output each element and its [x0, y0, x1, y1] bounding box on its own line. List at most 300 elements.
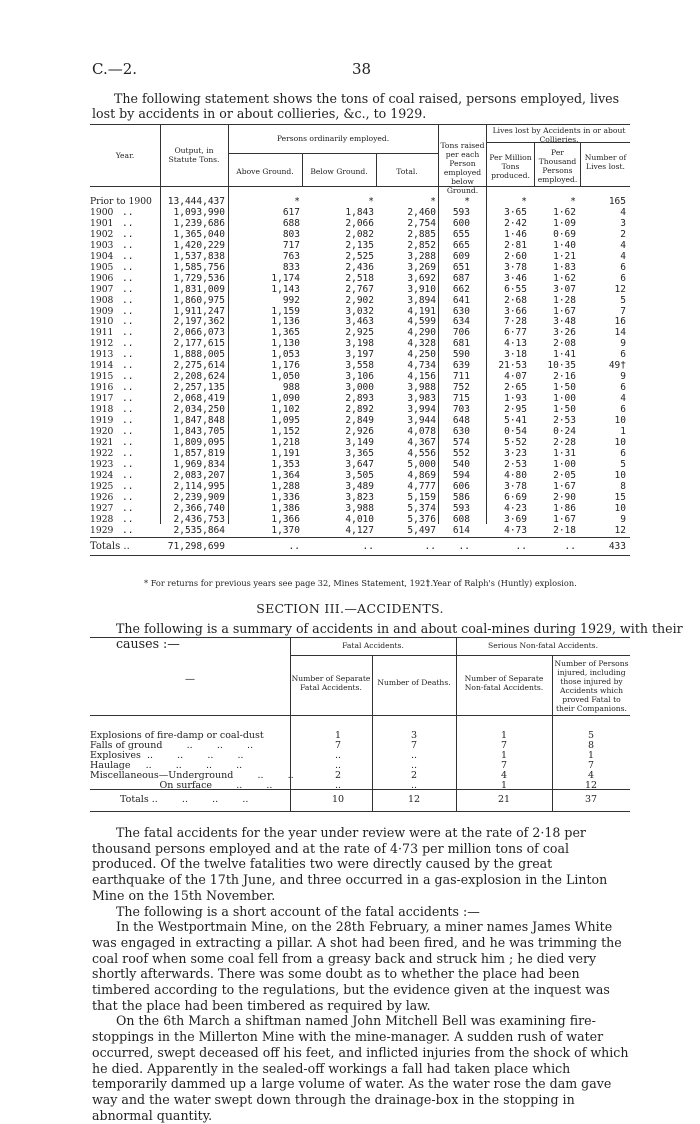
- cell-total: 4,290: [407, 327, 436, 339]
- cell-tons: 687: [452, 272, 470, 284]
- cell-year: 1927: [90, 502, 114, 514]
- cell-per-thousand: 3·26: [553, 327, 576, 339]
- cell-per-million: 4·23: [504, 502, 527, 514]
- cell-above: 992: [282, 294, 300, 306]
- cell-lost: 4: [620, 206, 626, 218]
- cell-per-million: 2·81: [504, 239, 527, 251]
- cell-lost: 8: [620, 480, 626, 492]
- cell-output: 2,436,753: [173, 513, 225, 525]
- cell-per-million: 6·69: [504, 491, 527, 503]
- cell-per-thousand: 2·05: [553, 469, 576, 481]
- cell-above: 803: [282, 228, 300, 240]
- cell-dots: ..: [122, 206, 134, 218]
- cell-per-thousand: 1·28: [553, 294, 576, 306]
- cell-total: 2,852: [407, 239, 436, 251]
- table-row: [90, 426, 630, 437]
- page-number: 38: [352, 60, 372, 78]
- cell-per-thousand: 2·28: [553, 436, 576, 448]
- cell-total: 4,777: [407, 480, 436, 492]
- cell-year: 1920: [90, 425, 114, 437]
- cell-above: 1,159: [271, 305, 300, 317]
- cell-above: 1,288: [271, 480, 300, 492]
- cell-per-thousand: 1·50: [553, 382, 576, 394]
- cell-total: 5,497: [407, 524, 436, 536]
- header-persons-injured: Number of Persons injured, including those injured by Accidents which proved Fatal to their Companions.: [554, 659, 629, 713]
- cell-value: ..: [334, 750, 342, 761]
- cell-per-million: 2·65: [504, 382, 527, 394]
- header-tons-raised: Tons raised per each Person employed below Ground.: [440, 141, 485, 195]
- cell-above: 988: [282, 382, 300, 394]
- cell-tons: 655: [452, 228, 470, 240]
- cell-above: 717: [282, 239, 300, 251]
- totals-tons: ..: [458, 541, 470, 552]
- cell-year: 1907: [90, 283, 114, 295]
- cell-above: 1,174: [271, 272, 300, 284]
- cell-output: 1,857,819: [173, 447, 225, 459]
- cell-per-thousand: 3·48: [553, 316, 576, 328]
- cell-below: 4,010: [345, 513, 374, 525]
- paragraph-intro-accounts: The following is a short account of the fatal accidents :—: [116, 903, 480, 919]
- cell-total: 4,599: [407, 316, 436, 328]
- cell-dots: ..: [122, 316, 134, 328]
- cell-per-million: 3·78: [504, 261, 527, 273]
- cell-lost: 9: [620, 513, 626, 525]
- cell-below: 3,505: [345, 469, 374, 481]
- cell-per-million: 3·46: [504, 272, 527, 284]
- cell-dots: ..: [122, 327, 134, 339]
- table-row: [90, 393, 630, 404]
- cell-below: 2,518: [345, 272, 374, 284]
- cell-per-thousand: 2·08: [553, 338, 576, 350]
- cell-below: 2,525: [345, 250, 374, 262]
- cell-lost: 16: [614, 316, 626, 328]
- cell-tons: 711: [452, 371, 470, 383]
- cell-year: 1918: [90, 404, 114, 416]
- cell-dots: ..: [122, 283, 134, 295]
- cell-below: 3,032: [345, 305, 374, 317]
- cell-per-thousand: 1·83: [553, 261, 576, 273]
- table-row: [90, 360, 630, 371]
- header-deaths: Number of Deaths.: [377, 678, 451, 687]
- cell-year: 1915: [90, 371, 114, 383]
- cell-output: 1,860,975: [173, 294, 225, 306]
- cell-tons: 715: [452, 393, 470, 405]
- cell-output: 13,444,437: [167, 196, 225, 207]
- cell-tons: 665: [452, 239, 470, 251]
- cell-below: 3,365: [345, 447, 374, 459]
- cell-per-million: 3·66: [504, 305, 527, 317]
- table-row: [90, 251, 630, 262]
- cell-per-thousand: 2·90: [553, 491, 576, 503]
- cell-value: 4: [587, 770, 595, 781]
- table-row: [90, 327, 630, 338]
- cell-per-thousand: 1·31: [553, 447, 576, 459]
- cell-dots: ..: [122, 425, 134, 437]
- totals-persons-injured: 37: [584, 794, 598, 805]
- cell-per-thousand: 1·62: [553, 206, 576, 218]
- cause-label: Haulage .. .. .. ..: [90, 760, 243, 771]
- cell-per-million: 5·41: [504, 415, 527, 426]
- totals-label: Totals ..: [90, 541, 130, 552]
- cell-value: 1: [334, 730, 342, 741]
- cell-above: 1,218: [271, 436, 300, 448]
- table-row: [90, 503, 630, 514]
- cell-above: 1,336: [271, 491, 300, 503]
- cell-per-thousand: 2·18: [553, 524, 576, 536]
- table-row: [90, 207, 630, 218]
- cell-output: 1,093,990: [173, 206, 225, 218]
- cell-above: 1,365: [271, 327, 300, 339]
- cell-dots: ..: [122, 294, 134, 306]
- cell-output: 2,366,740: [173, 502, 225, 514]
- cell-dots: ..: [122, 469, 134, 481]
- cell-per-thousand: 10·35: [547, 360, 576, 372]
- cause-label: Explosives .. .. .. ..: [90, 750, 244, 761]
- cell-lost: 6: [620, 272, 626, 284]
- cell-per-million: 3·78: [504, 480, 527, 492]
- cell-dots: ..: [122, 360, 134, 372]
- cell-total: 4,078: [407, 425, 436, 437]
- cell-year: 1926: [90, 491, 114, 503]
- cell-below: 2,135: [345, 239, 374, 251]
- cell-below: 2,893: [345, 393, 374, 405]
- cell-value: ..: [410, 780, 418, 791]
- header-nonfatal-group: Serious Non-fatal Accidents.: [488, 641, 598, 650]
- cell-below: 2,436: [345, 261, 374, 273]
- cell-lost: 49†: [608, 360, 626, 372]
- cell-lost: 6: [620, 382, 626, 394]
- cell-value: ..: [334, 760, 342, 771]
- cell-output: 2,257,135: [173, 382, 225, 394]
- cell-total: 4,328: [407, 338, 436, 350]
- cell-dots: ..: [122, 217, 134, 229]
- cell-lost: 12: [614, 283, 626, 295]
- cell-value: 2: [410, 770, 418, 781]
- cell-output: 2,114,995: [173, 480, 225, 492]
- cell-year: 1911: [90, 327, 114, 339]
- table-row: [90, 306, 630, 317]
- cell-above: 1,364: [271, 469, 300, 481]
- cell-dots: ..: [122, 447, 134, 459]
- cell-dots: ..: [122, 305, 134, 317]
- cell-per-thousand: 0·24: [553, 425, 576, 437]
- cell-per-thousand: 1·50: [553, 404, 576, 416]
- cell-dots: ..: [122, 228, 134, 240]
- totals-top-rule: [90, 537, 630, 538]
- cell-dots: ..: [122, 261, 134, 273]
- cell-below: 3,149: [345, 436, 374, 448]
- cell-above: 1,090: [271, 393, 300, 405]
- table-row: [90, 459, 630, 470]
- cell-below: 2,902: [345, 294, 374, 306]
- cell-year: Prior to 1900: [90, 196, 152, 207]
- cell-output: 1,831,009: [173, 283, 225, 295]
- cell-total: 5,000: [407, 458, 436, 470]
- cell-tons: 540: [452, 458, 470, 470]
- cell-total: *: [430, 196, 436, 207]
- cell-value: 7: [500, 740, 508, 751]
- table-row: [90, 338, 630, 349]
- cell-dots: ..: [122, 272, 134, 284]
- table-row: [90, 295, 630, 306]
- cell-output: 1,969,834: [173, 458, 225, 470]
- totals-per-million: ..: [515, 541, 527, 552]
- cell-total: 4,191: [407, 305, 436, 317]
- cell-lost: 10: [614, 502, 626, 514]
- cell-lost: 165: [608, 196, 626, 207]
- table-row: [90, 481, 630, 492]
- cell-lost: 10: [614, 436, 626, 448]
- cause-label: On surface .. ..: [90, 780, 273, 791]
- header-output: Output, in Statute Tons.: [168, 146, 220, 164]
- cell-lost: 4: [620, 239, 626, 251]
- cell-per-thousand: 1·62: [553, 272, 576, 284]
- cell-output: 2,034,250: [173, 404, 225, 416]
- cell-output: 1,729,536: [173, 272, 225, 284]
- header-separate-fatal: Number of Separate Fatal Accidents.: [291, 674, 371, 692]
- cell-tons: 648: [452, 415, 470, 426]
- cell-total: 4,156: [407, 371, 436, 383]
- cell-total: 4,367: [407, 436, 436, 448]
- cell-total: 4,556: [407, 447, 436, 459]
- cell-value: 7: [500, 760, 508, 771]
- cell-above: 1,366: [271, 513, 300, 525]
- cell-output: 1,537,838: [173, 250, 225, 262]
- cell-value: 1: [500, 750, 508, 761]
- cell-tons: 639: [452, 360, 470, 372]
- cell-tons: 593: [452, 502, 470, 514]
- table-row: [90, 371, 630, 382]
- cell-below: 2,926: [345, 425, 374, 437]
- cell-above: 1,176: [271, 360, 300, 372]
- cell-per-thousand: 1·86: [553, 502, 576, 514]
- cell-value: 5: [587, 730, 595, 741]
- narrative-text: [92, 825, 629, 1123]
- cell-above: 1,053: [271, 349, 300, 361]
- cell-total: 3,988: [407, 382, 436, 394]
- table-bottom-rule: [90, 811, 630, 812]
- totals-above: ..: [288, 541, 300, 552]
- header-dash: —: [185, 674, 195, 685]
- cell-total: 4,250: [407, 349, 436, 361]
- cell-per-thousand: 2·53: [553, 415, 576, 426]
- cell-total: 4,869: [407, 469, 436, 481]
- cell-tons: 681: [452, 338, 470, 350]
- cell-value: 1: [500, 730, 508, 741]
- cell-tons: 614: [452, 524, 470, 536]
- cell-above: 688: [282, 217, 300, 229]
- cell-per-million: 2·42: [504, 217, 527, 229]
- cell-above: 1,050: [271, 371, 300, 383]
- summary-line: The following is a summary of accidents in and about coal-mines during 1929, with their causes :—: [116, 621, 683, 651]
- cell-tons: 641: [452, 294, 470, 306]
- cell-per-million: 2·95: [504, 404, 527, 416]
- totals-total: ..: [424, 541, 436, 552]
- accident-totals-row: [90, 795, 630, 805]
- cell-lost: 6: [620, 447, 626, 459]
- cell-below: 2,767: [345, 283, 374, 295]
- cell-lost: 4: [620, 393, 626, 405]
- footnote-previous-years: * For returns for previous years see page 32, Mines Statement, 1921.: [144, 578, 434, 588]
- cell-dots: ..: [122, 513, 134, 525]
- cell-per-million: 6·55: [504, 283, 527, 295]
- totals-per-thousand: ..: [564, 541, 576, 552]
- cell-below: 3,463: [345, 316, 374, 328]
- cell-output: 1,420,229: [173, 239, 225, 251]
- header-total: Total.: [396, 167, 418, 176]
- cell-tons: 662: [452, 283, 470, 295]
- cell-lost: 15: [614, 491, 626, 503]
- cell-year: 1909: [90, 305, 114, 317]
- cell-per-million: 2·68: [504, 294, 527, 306]
- cell-above: 1,152: [271, 425, 300, 437]
- table-row: [90, 448, 630, 459]
- cell-per-million: 7·28: [504, 316, 527, 328]
- cell-per-million: *: [521, 196, 527, 207]
- table-top-rule: [90, 637, 630, 638]
- cause-label: Falls of ground .. .. ..: [90, 740, 254, 751]
- cell-tons: 600: [452, 217, 470, 229]
- cell-output: 1,847,848: [173, 415, 225, 426]
- cell-per-thousand: 1·67: [553, 480, 576, 492]
- cell-dots: ..: [122, 239, 134, 251]
- cell-per-million: 3·65: [504, 206, 527, 218]
- cell-dots: ..: [122, 436, 134, 448]
- cell-below: 3,197: [345, 349, 374, 361]
- cell-output: 2,197,362: [173, 316, 225, 328]
- cell-output: 1,911,247: [173, 305, 225, 317]
- cell-output: 2,239,909: [173, 491, 225, 503]
- cell-dots: ..: [122, 491, 134, 503]
- cell-year: 1913: [90, 349, 114, 361]
- cell-total: 5,376: [407, 513, 436, 525]
- cell-year: 1902: [90, 228, 114, 240]
- cell-above: 833: [282, 261, 300, 273]
- cell-lost: 6: [620, 261, 626, 273]
- footnote-explosion: † Year of Ralph's (Huntly) explosion.: [426, 578, 577, 588]
- cell-dots: ..: [122, 393, 134, 405]
- cell-value: ..: [410, 750, 418, 761]
- cell-above: 617: [282, 206, 300, 218]
- cell-total: 5,159: [407, 491, 436, 503]
- cell-value: 1: [587, 750, 595, 761]
- cell-value: 7: [334, 740, 342, 751]
- cell-value: 4: [500, 770, 508, 781]
- header-bottom-rule: [90, 715, 630, 716]
- cell-tons: 606: [452, 480, 470, 492]
- cell-total: 3,894: [407, 294, 436, 306]
- cell-per-million: 21·53: [498, 360, 527, 372]
- cell-below: 3,823: [345, 491, 374, 503]
- cell-total: 3,944: [407, 415, 436, 426]
- cell-output: 2,177,615: [173, 338, 225, 350]
- cell-year: 1916: [90, 382, 114, 394]
- cell-per-thousand: 1·00: [553, 393, 576, 405]
- table-row: [90, 262, 630, 273]
- cell-below: 3,988: [345, 502, 374, 514]
- cell-value: 3: [410, 730, 418, 741]
- cell-below: 1,843: [345, 206, 374, 218]
- table-row: [90, 316, 630, 327]
- cell-per-million: 1·93: [504, 393, 527, 405]
- cell-lost: 9: [620, 371, 626, 383]
- cell-output: 1,888,005: [173, 349, 225, 361]
- cell-above: 1,102: [271, 404, 300, 416]
- cell-per-thousand: 1·67: [553, 513, 576, 525]
- cell-total: 2,460: [407, 206, 436, 218]
- cell-tons: 752: [452, 382, 470, 394]
- cell-below: 2,082: [345, 228, 374, 240]
- cell-per-thousand: 1·67: [553, 305, 576, 317]
- cell-output: 2,068,419: [173, 393, 225, 405]
- cell-total: 2,885: [407, 228, 436, 240]
- cell-per-million: 5·52: [504, 436, 527, 448]
- cell-per-thousand: 1·09: [553, 217, 576, 229]
- cell-total: 4,734: [407, 360, 436, 372]
- cell-per-thousand: 3·07: [553, 283, 576, 295]
- cell-value: 7: [410, 740, 418, 751]
- cell-year: 1919: [90, 415, 114, 426]
- cause-label: Explosions of fire-damp or coal-dust: [90, 730, 264, 741]
- cell-tons: 594: [452, 469, 470, 481]
- cell-lost: 14: [614, 327, 626, 339]
- cell-below: 3,489: [345, 480, 374, 492]
- header-lives-group: Lives lost by Accidents in or about Collieries.: [492, 126, 626, 144]
- cell-above: 1,386: [271, 502, 300, 514]
- cell-dots: ..: [122, 404, 134, 416]
- cell-year: 1912: [90, 338, 114, 350]
- table-row: [90, 492, 630, 503]
- header-persons-group: Persons ordinarily employed.: [276, 134, 390, 143]
- cell-per-million: 2·53: [504, 458, 527, 470]
- persons-group-rule: [228, 153, 438, 154]
- cell-per-thousand: 1·41: [553, 349, 576, 361]
- cell-lost: 6: [620, 349, 626, 361]
- table-row: [90, 437, 630, 448]
- intro-paragraph: The following statement shows the tons of coal raised, persons employed, lives lost by accidents in or about collieries, &c., to 1929.: [92, 91, 620, 121]
- cell-tons: 703: [452, 404, 470, 416]
- cell-above: 763: [282, 250, 300, 262]
- cell-year: 1903: [90, 239, 114, 251]
- cell-per-million: 4·73: [504, 524, 527, 536]
- paragraph-millerton: On the 6th March a shiftman named John Mitchell Bell was examining fire-stoppings in the Millerton Mine with the mine-manager. A sudden rush of water occurred, swept deceased off his feet, and inflicted injuries from the shock of which he died. Apparently in the sealed-off workings a fall had taken place which temporarily dammed up a large volume of water. As the water rose the dam gave way and the water swept down through the drainage-box in the stopping in abnormal quantity.: [92, 1013, 629, 1123]
- cell-below: 2,892: [345, 404, 374, 416]
- cell-tons: 609: [452, 250, 470, 262]
- cell-output: 1,585,756: [173, 261, 225, 273]
- cell-total: 3,983: [407, 393, 436, 405]
- cell-value: 7: [587, 760, 595, 771]
- table-row: [90, 196, 630, 207]
- cell-dots: ..: [122, 524, 134, 536]
- cell-below: 2,066: [345, 217, 374, 229]
- cell-value: 8: [587, 740, 595, 751]
- cell-below: 2,925: [345, 327, 374, 339]
- cell-total: 2,754: [407, 217, 436, 229]
- table-row: [90, 229, 630, 240]
- cell-tons: 552: [452, 447, 470, 459]
- cell-per-million: 6·77: [504, 327, 527, 339]
- cell-value: ..: [410, 760, 418, 771]
- cell-per-thousand: 1·00: [553, 458, 576, 470]
- cell-lost: 9: [620, 338, 626, 350]
- cell-below: 3,000: [345, 382, 374, 394]
- cell-tons: 608: [452, 513, 470, 525]
- cell-lost: 5: [620, 458, 626, 470]
- cell-year: 1901: [90, 217, 114, 229]
- cell-lost: 10: [614, 415, 626, 426]
- header-per-million: Per Million Tons produced.: [489, 153, 532, 180]
- cell-lost: 7: [620, 305, 626, 317]
